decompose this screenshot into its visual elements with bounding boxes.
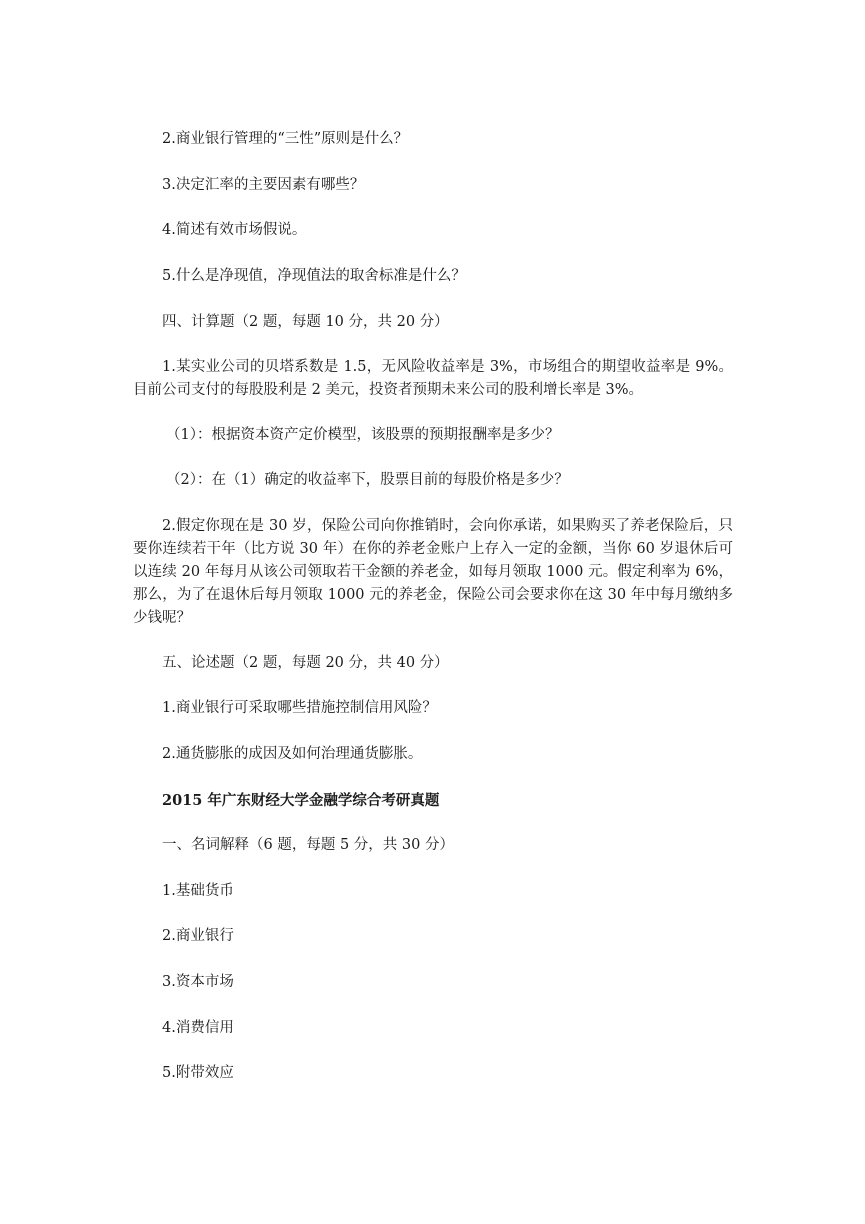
question-paragraph: 1.商业银行可采取哪些措施控制信用风险？ (162, 700, 437, 716)
section-heading: 一、名词解释（6 题，每题 5 分，共 30 分） (162, 837, 454, 853)
term-item: 5.附带效应 (162, 1065, 234, 1081)
question-paragraph: 2.商业银行管理的“三性”原则是什么？ (162, 131, 409, 147)
exam-title: 2015 年广东财经大学金融学综合考研真题 (162, 792, 440, 809)
section-heading: 五、论述题（2 题，每题 20 分，共 40 分） (162, 655, 449, 671)
term-item: 1.基础货币 (162, 883, 234, 899)
question-paragraph: 4.简述有效市场假说。 (162, 222, 307, 238)
term-item: 2.商业银行 (162, 928, 234, 944)
term-item: 4.消费信用 (162, 1020, 234, 1036)
question-paragraph: 1.某实业公司的贝塔系数是 1.5，无风险收益率是 3%，市场组合的期望收益率是 9%。目前公司支付的每股股利是 2 美元，投资者预期未来公司的股利增长率是 3%。 (133, 359, 733, 398)
question-paragraph: 5.什么是净现值，净现值法的取舍标准是什么？ (162, 268, 466, 284)
sub-question-paragraph: （2）：在（1）确定的收益率下，股票目前的每股价格是多少？ (166, 472, 569, 488)
term-item: 3.资本市场 (162, 974, 234, 990)
sub-question-paragraph: （1）：根据资本资产定价模型，该股票的预期报酬率是多少？ (166, 427, 560, 443)
question-paragraph: 3.决定汇率的主要因素有哪些？ (162, 177, 365, 193)
question-paragraph: 2.通货膨胀的成因及如何治理通货膨胀。 (162, 746, 423, 762)
section-heading: 四、计算题（2 题，每题 10 分，共 20 分） (162, 314, 449, 330)
question-paragraph: 2.假定你现在是 30 岁，保险公司向你推销时，会向你承诺，如果购买了养老保险后，只要你连续若干年（比方说 30 年）在你的养老金账户上存入一定的金额，当你 60 岁退休后可以连续 20 年每月从该公司领取若干金额的养老金，如每月领取 1000 元。假定利率为 6%，那么，为了在退休后每月领取 1000 元的养老金，保险公司会要求你在这 30 年中每月缴纳多少钱呢？ (133, 518, 733, 626)
